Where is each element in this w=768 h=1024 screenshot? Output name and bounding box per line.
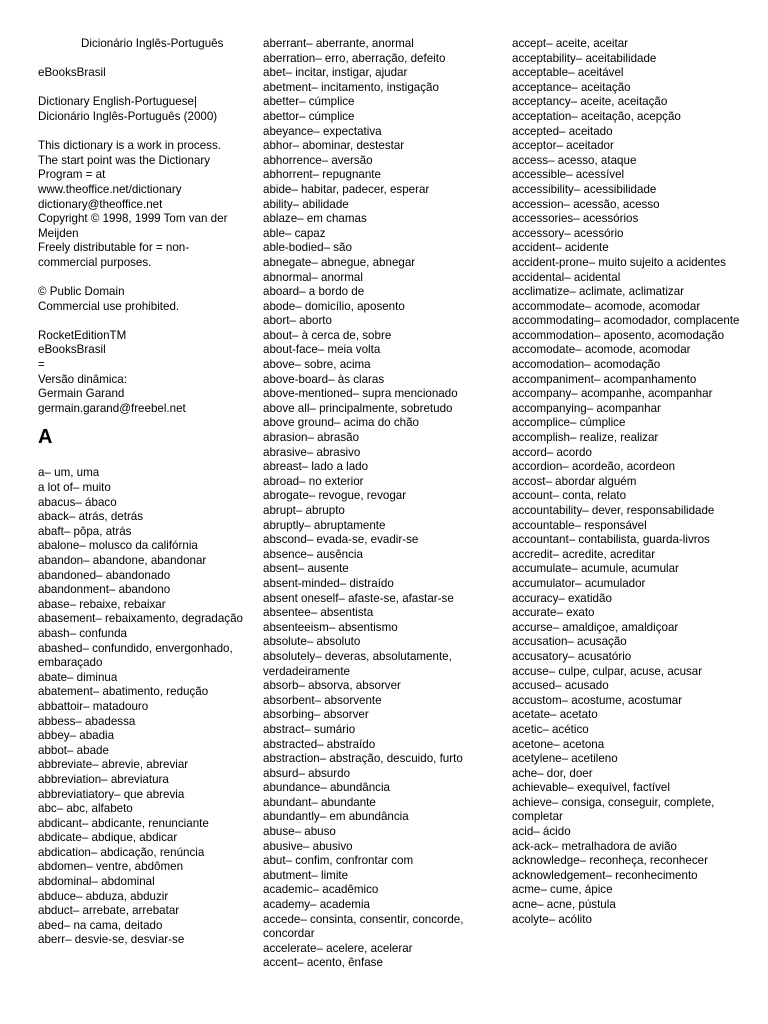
dictionary-entry: access– acesso, ataque [512, 153, 637, 167]
dictionary-entry: abetter– cúmplice [263, 95, 355, 109]
dictionary-entry: abutment– limite [263, 868, 349, 882]
dictionary-entry: abase– rebaixe, rebaixar [38, 597, 166, 611]
dictionary-entry: able-bodied– são [263, 241, 352, 255]
dictionary-entry: accommodate– acomode, acomodar [512, 299, 701, 313]
dictionary-entry: absurd– absurdo [263, 766, 351, 780]
dictionary-entry: absentee– absentista [263, 606, 374, 620]
entry-list-column-1 [38, 466, 253, 948]
dictionary-entry: abroad– no exterior [263, 474, 364, 488]
dictionary-entry: accede– consinta, consentir, concorde, concordar [263, 912, 464, 941]
entry-list-column-3 [512, 37, 748, 927]
dictionary-entry: acme– cume, ápice [512, 883, 613, 897]
dictionary-entry: abrasion– abrasão [263, 431, 360, 445]
dictionary-entry: abhorrence– aversão [263, 153, 373, 167]
dictionary-entry: accomplice– cúmplice [512, 416, 626, 430]
dictionary-entry: abstracted– abstraído [263, 737, 376, 751]
dictionary-entry: abbattoir– matadouro [38, 699, 149, 713]
dictionary-entry: abusive– abusivo [263, 839, 353, 853]
dictionary-entry: accident– acidente [512, 241, 609, 255]
dictionary-entry: abhorrent– repugnante [263, 168, 381, 182]
dictionary-entry: abeyance– expectativa [263, 124, 382, 138]
intro-line: dictionary@theoffice.net [38, 197, 163, 211]
dictionary-entry: acceptable– aceitável [512, 66, 624, 80]
dictionary-entry: accessories– acessórios [512, 212, 639, 226]
dictionary-entry: abort– aborto [263, 314, 332, 328]
dictionary-entry: above all– principalmente, sobretudo [263, 401, 453, 415]
dictionary-title-english: Dictionary English-Portuguese| [38, 95, 197, 109]
dictionary-entry: abscond– evada-se, evadir-se [263, 533, 419, 547]
entry-list-column-2 [263, 37, 498, 971]
dictionary-entry: abate– diminua [38, 670, 118, 684]
dictionary-entry: accountability– dever, responsabilidade [512, 504, 715, 517]
dictionary-entry: accession– acessão, acesso [512, 197, 660, 211]
dictionary-entry: abandoned– abandonado [38, 568, 171, 582]
dictionary-entry: abundantly– em abundância [263, 810, 409, 824]
dictionary-entry: accomplish– realize, realizar [512, 431, 659, 445]
dictionary-entry: absence– ausência [263, 547, 363, 561]
dictionary-entry: accompany– acompanhe, acompanhar [512, 387, 713, 401]
dictionary-entry: abduce– abduza, abduzir [38, 889, 169, 903]
dictionary-entry: acid– ácido [512, 825, 571, 839]
dictionary-entry: accuracy– exatidão [512, 591, 612, 605]
dictionary-entry: abdicant– abdicante, renunciante [38, 816, 209, 830]
dictionary-entry: accommodating– acomodador, complacente [512, 314, 740, 328]
dictionary-entry: abstraction– abstração, descuido, furto [263, 752, 463, 766]
dictionary-entry: abdominal– abdominal [38, 875, 155, 889]
dictionary-entry: acceptancy– aceite, aceitação [512, 95, 668, 109]
dictionary-entry: abaft– pôpa, atrás [38, 524, 132, 538]
intro-line: Program = at [38, 168, 106, 182]
dictionary-entry: accost– abordar alguém [512, 474, 637, 488]
dictionary-entry: absent– ausente [263, 562, 349, 576]
dictionary-entry: absenteeism– absentismo [263, 620, 398, 634]
dictionary-entry: acceptor– aceitador [512, 139, 614, 153]
dictionary-entry: abbot– abade [38, 743, 109, 757]
intro-line: Meijden [38, 226, 79, 240]
dictionary-entry: abashed– confundido, envergonhado, embaraçado [38, 641, 233, 670]
dictionary-entry: ability– abilidade [263, 197, 349, 211]
dictionary-entry: abc– abc, alfabeto [38, 802, 133, 816]
dictionary-entry: acceptability– aceitabilidade [512, 51, 657, 65]
dictionary-entry: accused– acusado [512, 679, 609, 693]
dictionary-entry: abbreviation– abreviatura [38, 772, 169, 786]
dictionary-entry: accepted– aceitado [512, 124, 613, 138]
dictionary-entry: accumulate– acumule, acumular [512, 562, 679, 576]
dictionary-entry: a– um, uma [38, 466, 100, 480]
dictionary-entry: abrogate– revogue, revogar [263, 489, 407, 503]
dictionary-entry: aberr– desvie-se, desviar-se [38, 933, 185, 947]
dictionary-entry: accurse– amaldiçoe, amaldiçoar [512, 620, 679, 634]
dictionary-entry: abdication– abdicação, renúncia [38, 845, 205, 859]
dictionary-entry: academic– acadêmico [263, 883, 379, 897]
dictionary-entry: absorbent– absorvente [263, 693, 382, 707]
dictionary-entry: abide– habitar, padecer, esperar [263, 182, 430, 196]
dictionary-entry: acetylene– acetileno [512, 752, 618, 766]
dictionary-entry: abnormal– anormal [263, 270, 363, 284]
section-letter-heading: A [38, 426, 53, 449]
dictionary-entry: abruptly– abruptamente [263, 518, 386, 532]
dictionary-entry: above-board– às claras [263, 372, 385, 386]
dictionary-entry: above-mentioned– supra mencionado [263, 387, 458, 401]
dictionary-entry: acceptance– aceitação [512, 80, 631, 94]
dictionary-entry: abundance– abundância [263, 781, 391, 795]
dictionary-entry: above– sobre, acima [263, 358, 371, 372]
dictionary-entry: abreast– lado a lado [263, 460, 369, 474]
dictionary-entry: accomodation– acomodação [512, 358, 661, 372]
dictionary-entry: abettor– cúmplice [263, 109, 355, 123]
edition-line: Versão dinâmica: [38, 372, 127, 386]
dictionary-entry: abdomen– ventre, abdômen [38, 860, 184, 874]
dictionary-entry: abuse– abuso [263, 825, 336, 839]
dictionary-entry: acetic– acético [512, 722, 589, 736]
dictionary-entry: acclimatize– aclimate, aclimatizar [512, 285, 685, 299]
dictionary-entry: achievable– exequível, factível [512, 781, 670, 795]
dictionary-entry: abstract– sumário [263, 722, 356, 736]
intro-line: commercial purposes. [38, 255, 152, 269]
dictionary-entry: abbess– abadessa [38, 714, 136, 728]
dictionary-entry: abetment– incitamento, instigação [263, 80, 439, 94]
dictionary-entry: aberrant– aberrante, anormal [263, 37, 414, 50]
dictionary-entry: absent-minded– distraído [263, 576, 394, 590]
dictionary-entry: accurate– exato [512, 606, 595, 620]
dictionary-entry: abdicate– abdique, abdicar [38, 831, 178, 845]
dictionary-entry: acknowledgement– reconhecimento [512, 868, 698, 882]
dictionary-entry: accelerate– acelere, acelerar [263, 941, 413, 955]
dictionary-entry: account– conta, relato [512, 489, 627, 503]
dictionary-entry: abode– domicílio, aposento [263, 299, 405, 313]
dictionary-entry: about-face– meia volta [263, 343, 381, 357]
dictionary-entry: accessible– acessível [512, 168, 625, 182]
dictionary-entry: abash– confunda [38, 626, 127, 640]
dictionary-entry: abduct– arrebate, arrebatar [38, 904, 180, 918]
dictionary-entry: absent oneself– afaste-se, afastar-se [263, 591, 454, 605]
column-1 [38, 37, 253, 948]
dictionary-entry: aberration– erro, aberração, defeito [263, 51, 446, 65]
dictionary-entry: accusatory– acusatório [512, 649, 632, 663]
dictionary-entry: accent– acento, ênfase [263, 956, 383, 970]
public-domain-notice [38, 285, 253, 314]
dictionary-entry: accidental– acidental [512, 270, 621, 284]
dictionary-entry: accord– acordo [512, 445, 592, 459]
dictionary-entry: abbreviate– abrevie, abreviar [38, 758, 189, 772]
dictionary-entry: abhor– abominar, destestar [263, 139, 405, 153]
dictionary-entry: abrupt– abrupto [263, 504, 345, 517]
dictionary-entry: absolutely– deveras, absolutamente, verdadeiramente [263, 649, 452, 678]
dictionary-entry: accordion– acordeão, acordeon [512, 460, 676, 474]
dictionary-entry: accompanying– acompanhar [512, 401, 661, 415]
dictionary-entry: ache– dor, doer [512, 766, 593, 780]
dictionary-entry: accessibility– acessibilidade [512, 182, 657, 196]
dictionary-entry: about– à cerca de, sobre [263, 328, 392, 342]
dictionary-entry: abnegate– abnegue, abnegar [263, 255, 416, 269]
dictionary-entry: abalone– molusco da califórnia [38, 539, 198, 553]
edition-line: RocketEditionTM [38, 328, 127, 342]
intro-line: Copyright © 1998, 1999 Tom van der [38, 212, 228, 226]
dictionary-entry: accessory– acessório [512, 226, 624, 240]
dictionary-entry: abandonment– abandono [38, 583, 171, 597]
dictionary-entry: acknowledge– reconheça, reconhecer [512, 854, 708, 868]
dictionary-entry: abet– incitar, instigar, ajudar [263, 66, 408, 80]
notice-line: Commercial use prohibited. [38, 299, 180, 313]
dictionary-entry: acolyte– acólito [512, 912, 592, 926]
intro-line: Freely distributable for = non- [38, 241, 190, 255]
dictionary-entry: accustom– acostume, acostumar [512, 693, 683, 707]
dictionary-entry: abrasive– abrasivo [263, 445, 361, 459]
intro-line: This dictionary is a work in process. [38, 139, 221, 153]
dictionary-entry: above ground– acima do chão [263, 416, 419, 430]
intro-line: The start point was the Dictionary [38, 153, 211, 167]
edition-line: eBooksBrasil [38, 343, 106, 357]
dictionary-entry: acceptation– aceitação, acepção [512, 109, 681, 123]
column-2 [263, 37, 498, 971]
column-3 [512, 37, 748, 927]
dictionary-title-portuguese: Dicionário Inglês-Português (2000) [38, 109, 218, 123]
dictionary-entry: acne– acne, pústula [512, 898, 616, 912]
dictionary-entry: abut– confim, confrontar com [263, 854, 414, 868]
dictionary-entry: abasement– rebaixamento, degradação [38, 612, 243, 626]
dictionary-entry: ack-ack– metralhadora de avião [512, 839, 677, 853]
document-title: Dicionário Inglês-Português [81, 37, 224, 50]
dictionary-entry: accumulator– acumulador [512, 576, 646, 590]
dictionary-entry: abed– na cama, deitado [38, 918, 163, 932]
dictionary-entry: a lot of– muito [38, 481, 111, 495]
dictionary-entry: aboard– a bordo de [263, 285, 365, 299]
publisher-name: eBooksBrasil [38, 66, 106, 80]
dictionary-entry: absorb– absorva, absorver [263, 679, 401, 693]
dictionary-entry: accredit– acredite, acreditar [512, 547, 656, 561]
dictionary-entry: absorbing– absorver [263, 708, 369, 722]
dictionary-entry: absolute– absoluto [263, 635, 361, 649]
dictionary-entry: accuse– culpe, culpar, acuse, acusar [512, 664, 703, 678]
dictionary-entry: abbey– abadia [38, 729, 115, 743]
dictionary-entry: abundant– abundante [263, 795, 376, 809]
dictionary-entry: academy– academia [263, 898, 370, 912]
dictionary-entry: accusation– acusação [512, 635, 627, 649]
intro-paragraph [38, 139, 253, 270]
dictionary-entry: abbreviatiatory– que abrevia [38, 787, 185, 801]
dictionary-entry: accountant– contabilista, guarda-livros [512, 533, 710, 547]
dictionary-entry: accommodation– aposento, acomodação [512, 328, 725, 342]
notice-line: © Public Domain [38, 285, 125, 299]
intro-line: www.theoffice.net/dictionary [38, 182, 182, 196]
dictionary-entry: accomodate– acomode, acomodar [512, 343, 691, 357]
edition-line: germain.garand@freebel.net [38, 401, 186, 415]
dictionary-entry: abacus– ábaco [38, 495, 117, 509]
dictionary-entry: acetone– acetona [512, 737, 605, 751]
dictionary-entry: aback– atrás, detrás [38, 510, 144, 524]
dictionary-entry: abandon– abandone, abandonar [38, 554, 207, 567]
dictionary-entry: ablaze– em chamas [263, 212, 367, 226]
edition-line: = [38, 358, 45, 372]
dictionary-entry: accompaniment– acompanhamento [512, 372, 697, 386]
dictionary-entry: abatement– abatimento, redução [38, 685, 209, 699]
dictionary-entry: acetate– acetato [512, 708, 598, 722]
dictionary-entry: accident-prone– muito sujeito a acidentes [512, 255, 726, 269]
dictionary-entry: able– capaz [263, 226, 326, 240]
edition-info [38, 329, 253, 417]
dictionary-entry: achieve– consiga, conseguir, complete, completar [512, 795, 715, 824]
dictionary-entry: accountable– responsável [512, 518, 647, 532]
dictionary-entry: accept– aceite, aceitar [512, 37, 629, 50]
edition-line: Germain Garand [38, 387, 125, 401]
